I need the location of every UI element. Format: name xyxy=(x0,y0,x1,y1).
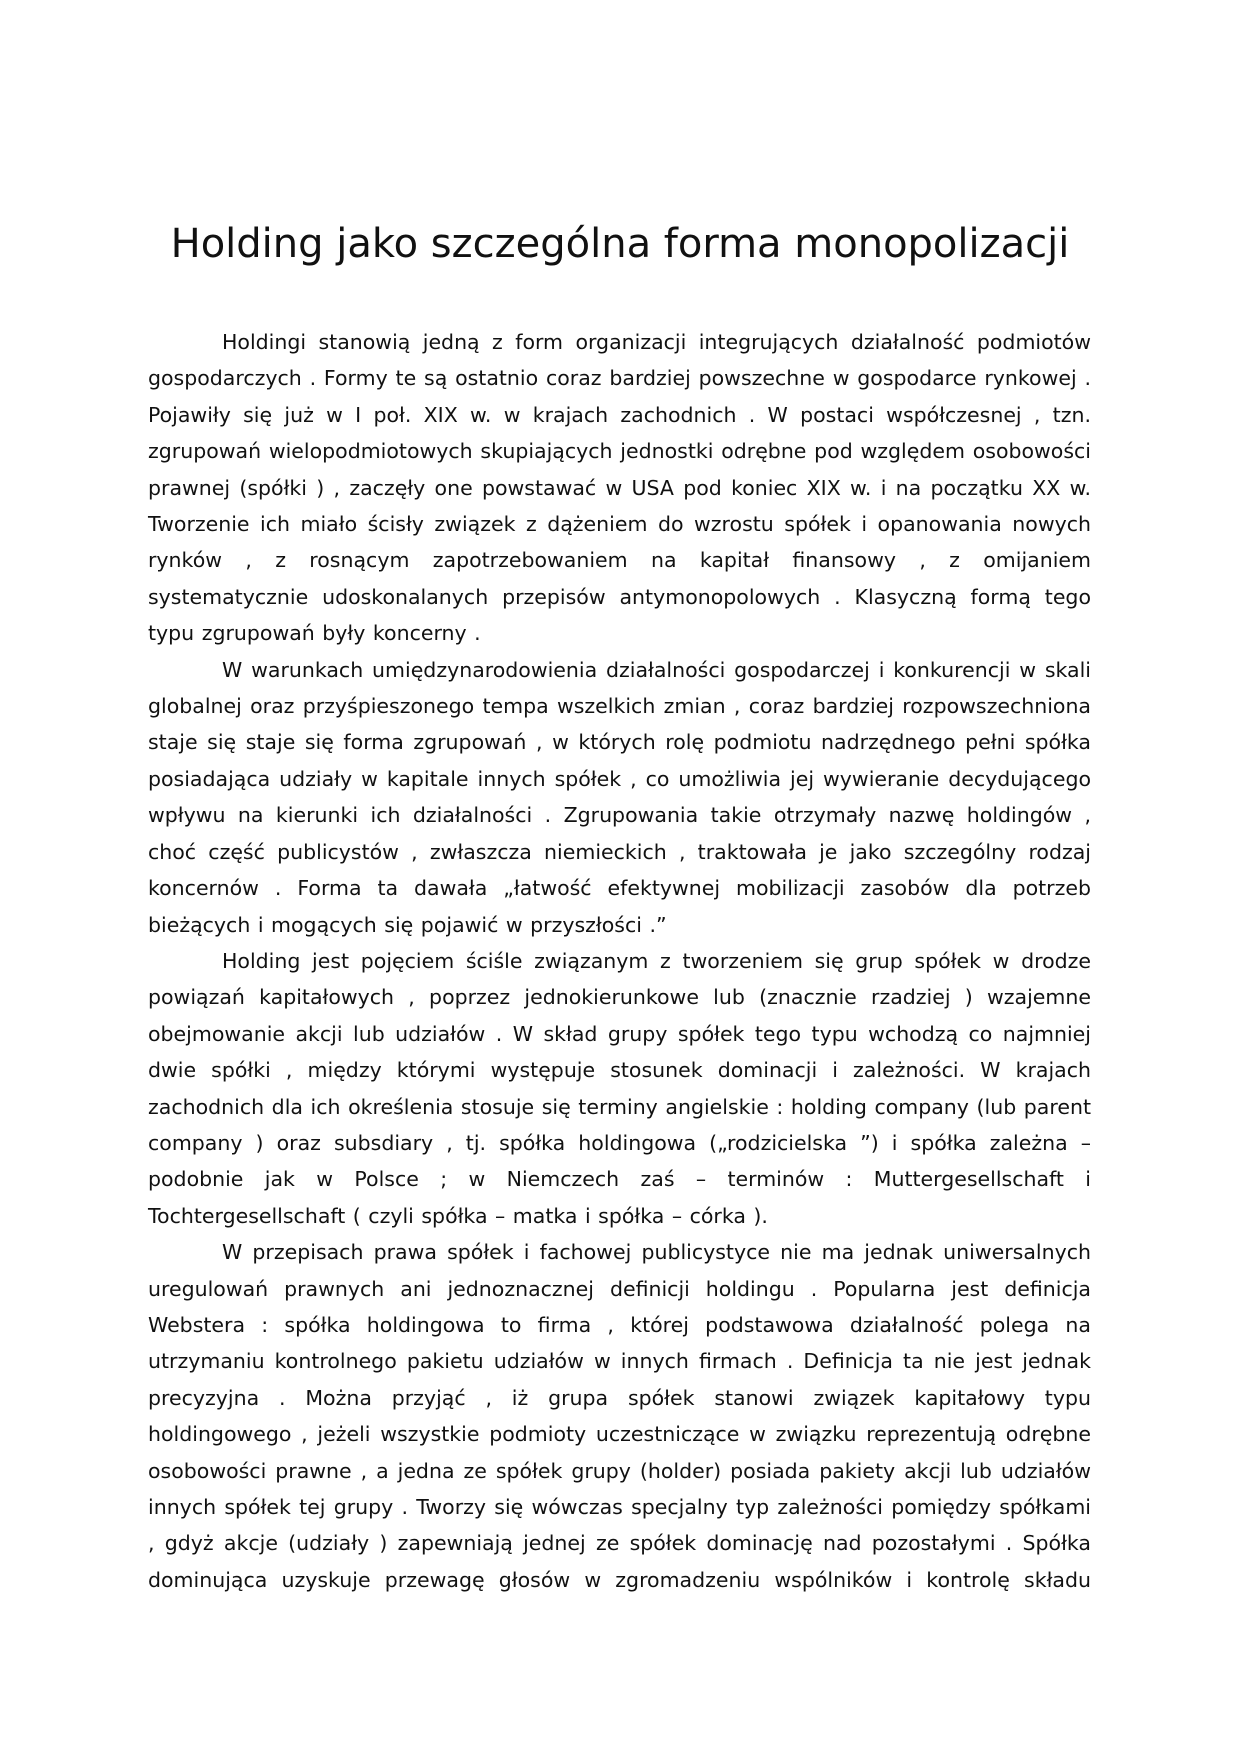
paragraph: Holding jest pojęciem ściśle związanym z tworzeniem się grup spółek w drodze powiązań kapitałowych , poprzez jednokierunkowe lub (znacznie rzadziej ) wzajemne obejmowanie akcji lub udziałów . W skład grupy spółek tego typu wchodzą co najmniej dwie spółki , między którymi występuje stosunek dominacji i zależności. W krajach zachodnich dla ich określenia stosuje się terminy angielskie : holding company (lub parent company ) oraz subsdiary , tj. spółka holdingowa („rodzicielska ”) i spółka zależna – podobnie jak w Polsce ; w Niemczech zaś – terminów : Muttergesellschaft i Tochtergesellschaft ( czyli spółka – matka i spółka – córka ). xyxy=(148,948,1091,1228)
document-body xyxy=(148,324,1091,1598)
paragraph: W warunkach umiędzynarodowienia działalności gospodarczej i konkurencji w skali globalnej oraz przyśpieszonego tempa wszelkich zmian , coraz bardziej rozpowszechniona staje się staje się forma zgrupowań , w których rolę podmiotu nadrzędnego pełni spółka posiadająca udziały w kapitale innych spółek , co umożliwia jej wywieranie decydującego wpływu na kierunki ich działalności . Zgrupowania takie otrzymały nazwę holdingów , choć część publicystów , zwłaszcza niemieckich , traktowała je jako szczególny rodzaj koncernów . Forma ta dawała „łatwość efektywnej mobilizacji zasobów dla potrzeb bieżących i mogących się pojawić w przyszłości .” xyxy=(148,657,1091,937)
paragraph: W przepisach prawa spółek i fachowej publicystyce nie ma jednak uniwersalnych uregulowań prawnych ani jednoznacznej definicji holdingu . Popularna jest definicja Webstera : spółka holdingowa to firma , której podstawowa działalność polega na utrzymaniu kontrolnego pakietu udziałów w innych firmach . Definicja ta nie jest jednak precyzyjna . Można przyjąć , iż grupa spółek stanowi związek kapitałowy typu holdingowego , jeżeli wszystkie podmioty uczestniczące w związku reprezentują odrębne osobowości prawne , a jedna ze spółek grupy (holder) posiada pakiety akcji lub udziałów innych spółek tej grupy . Tworzy się wówczas specjalny typ zależności pomiędzy spółkami , gdyż akcje (udziały ) zapewniają jednej ze spółek dominację nad pozostałymi . Spółka dominująca uzyskuje przewagę głosów w zgromadzeniu wspólników i kontrolę składu xyxy=(148,1240,1091,1592)
paragraph: Holdingi stanowią jedną z form organizacji integrujących działalność podmiotów gospodarczych . Formy te są ostatnio coraz bardziej powszechne w gospodarce rynkowej . Pojawiły się już w I poł. XIX w. w krajach zachodnich . W postaci współczesnej , tzn. zgrupowań wielopodmiotowych skupiających jednostki odrębne pod względem osobowości prawnej (spółki ) , zaczęły one powstawać w USA pod koniec XIX w. i na początku XX w. Tworzenie ich miało ścisły związek z dążeniem do wzrostu spółek i opanowania nowych rynków , z rosnącym zapotrzebowaniem na kapitał finansowy , z omijaniem systematycznie udoskonalanych przepisów antymonopolowych . Klasyczną formą tego typu zgrupowań były koncerny . xyxy=(148,330,1091,646)
document-title: Holding jako szczególna forma monopolizacji xyxy=(170,221,1070,267)
